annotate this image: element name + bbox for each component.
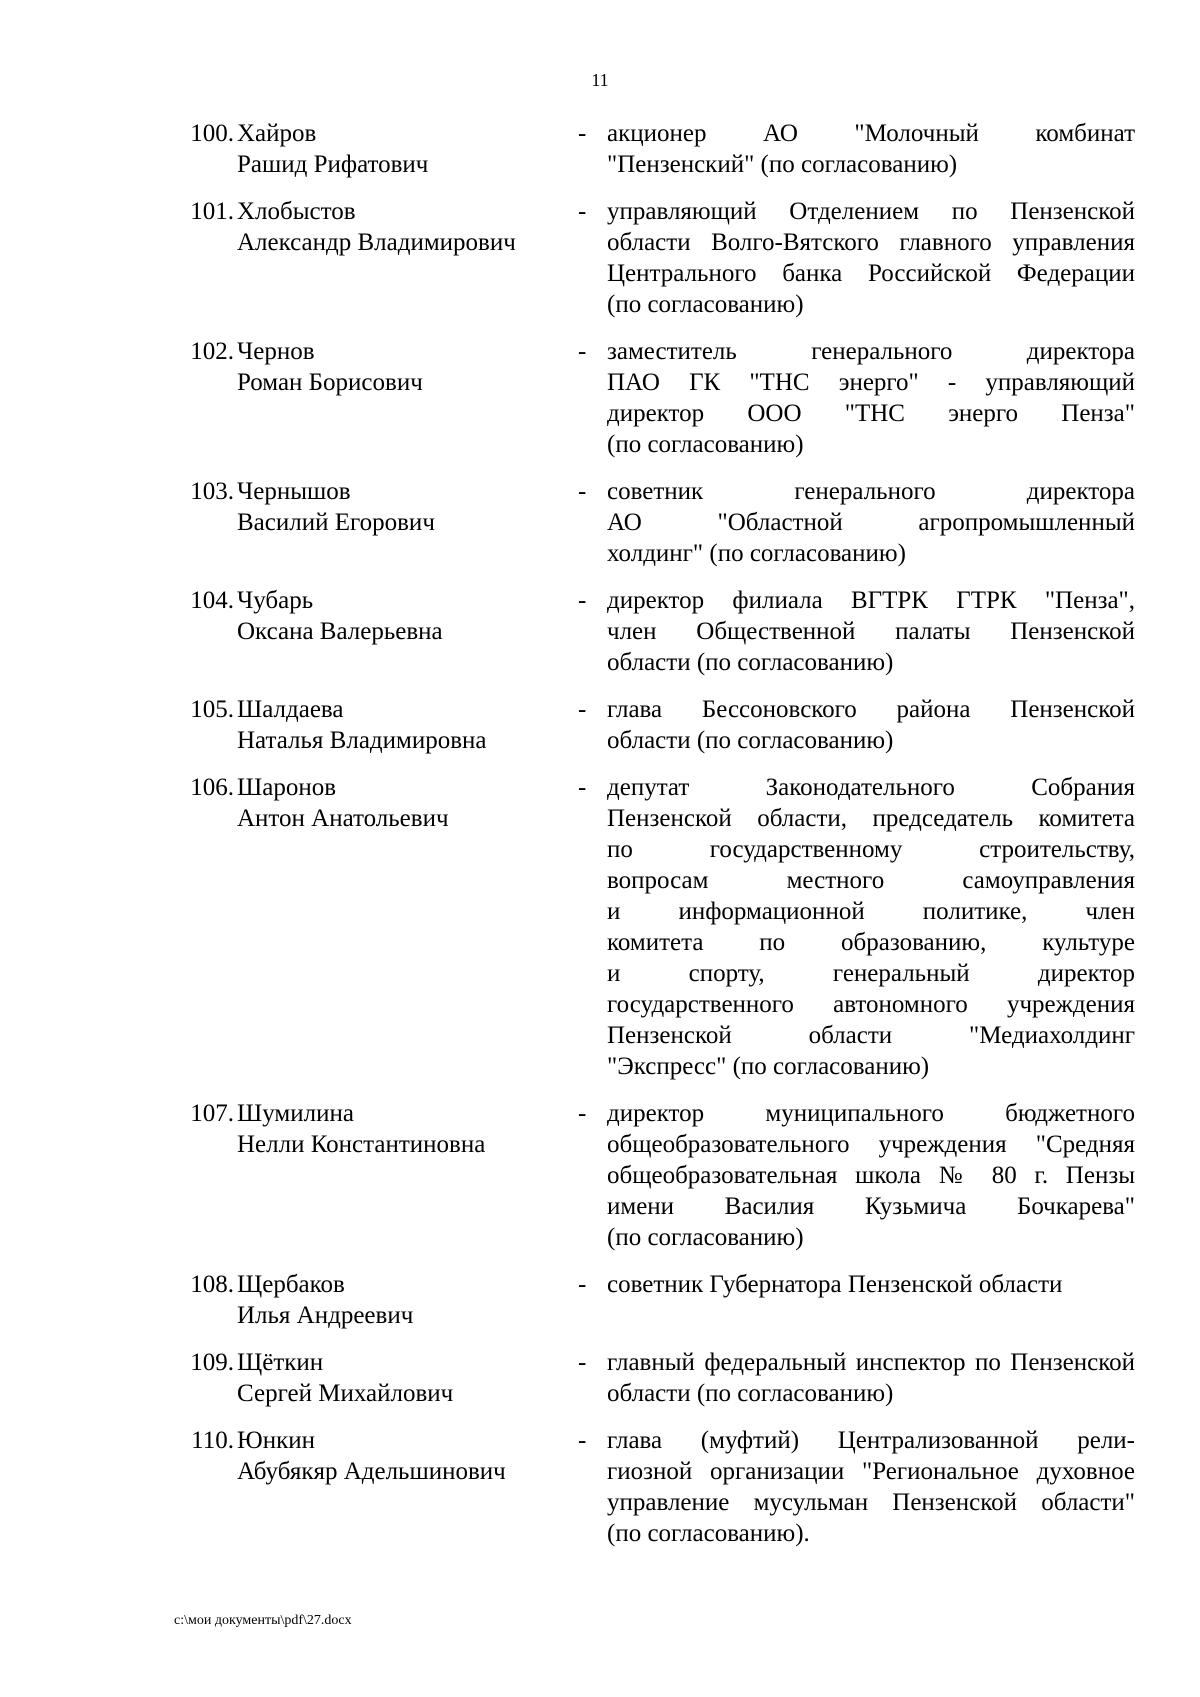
person-name [237,196,567,258]
list-entry [0,1425,1200,1549]
list-entry [0,196,1200,320]
description-line: директор филиала ВГТРК ГТРК "Пенза", [607,587,1135,614]
description-line: директор ООО "ТНС энерго Пенза" [607,400,1135,427]
description-line: (по согласованию). [607,1520,810,1547]
description-line: депутат Законодательного Собрания [607,774,1135,801]
separator-dash: - [578,338,587,365]
person-name [237,1347,567,1409]
position-description [607,1347,1135,1409]
given-names: Сергей Михайлович [237,1380,454,1407]
person-name [237,1098,567,1160]
given-names: Наталья Владимировна [237,727,487,754]
surname: Юнкин [237,1427,315,1454]
list-entry [0,585,1200,678]
position-description [607,1098,1135,1253]
entry-number: 104. [190,587,234,614]
given-names: Илья Андреевич [237,1302,414,1329]
position-description [607,196,1135,320]
position-description [607,772,1135,1082]
description-line: области (по согласованию) [607,727,894,754]
entry-number: 100. [190,120,234,147]
entry-number: 106. [190,774,234,801]
description-line: АО "Областной агропромышленный [607,509,1135,536]
separator-dash: - [578,1427,587,1454]
surname: Щёткин [237,1349,324,1376]
description-line: главный федеральный инспектор по Пензенской [607,1349,1135,1376]
position-description [607,1269,1135,1300]
list-entry [0,1269,1200,1331]
description-line: глава Бессоновского района Пензенской [607,696,1135,723]
description-line: и информационной политике, член [607,898,1135,925]
description-line: директор муниципального бюджетного [607,1100,1135,1127]
description-line: советник генерального директора [607,478,1135,505]
description-line: Центрального банка Российской Федерации [607,260,1135,287]
list-entry [0,336,1200,460]
entry-number: 103. [190,478,234,505]
description-line: ПАО ГК "ТНС энерго" - управляющий [607,369,1135,396]
list-entry [0,476,1200,569]
list-entry [0,1098,1200,1253]
description-line: Пензенской области, председатель комитета [607,805,1135,832]
description-line: гиозной организации "Региональное духовное [607,1458,1135,1485]
separator-dash: - [578,120,587,147]
description-line: советник Губернатора Пензенской области [607,1271,1063,1298]
description-line: холдинг" (по согласованию) [607,540,906,567]
description-line: имени Василия Кузьмича Бочкарева" [607,1193,1135,1220]
separator-dash: - [578,478,587,505]
person-name [237,1269,567,1331]
description-line: управление мусульман Пензенской области" [607,1489,1135,1516]
given-names: Антон Анатольевич [237,805,449,832]
description-line: области (по согласованию) [607,649,894,676]
entry-number: 107. [190,1100,234,1127]
given-names: Нелли Константиновна [237,1131,486,1158]
description-line: и спорту, генеральный директор [607,960,1135,987]
description-line: "Экспресс" (по согласованию) [607,1053,930,1080]
person-name [237,585,567,647]
surname: Хайров [237,120,317,147]
surname: Шумилина [237,1100,354,1127]
position-description [607,336,1135,460]
description-line: (по согласованию) [607,431,804,458]
given-names: Рашид Рифатович [237,151,429,178]
given-names: Оксана Валерьевна [237,618,443,645]
description-line: общеобразовательного учреждения "Средняя [607,1131,1135,1158]
surname: Шаронов [237,774,336,801]
separator-dash: - [578,774,587,801]
description-line: по государственному строительству, [607,836,1135,863]
surname: Чубарь [237,587,314,614]
person-name [237,772,567,834]
surname: Щербаков [237,1271,345,1298]
description-line: (по согласованию) [607,291,804,318]
description-line: "Пензенский" (по согласованию) [607,151,958,178]
given-names: Василий Егорович [237,509,435,536]
surname: Хлобыстов [237,198,356,225]
separator-dash: - [578,587,587,614]
separator-dash: - [578,1349,587,1376]
list-entry [0,694,1200,756]
description-line: комитета по образованию, культуре [607,929,1135,956]
entry-number: 109. [190,1349,234,1376]
entry-number: 101. [190,198,234,225]
page-number: 11 [591,70,609,90]
given-names: Абубякяр Адельшинович [237,1458,506,1485]
description-line: управляющий Отделением по Пензенской [607,198,1135,225]
separator-dash: - [578,1100,587,1127]
given-names: Роман Борисович [237,369,423,396]
description-line: заместитель генерального директора [607,338,1135,365]
surname: Чернов [237,338,315,365]
list-entry [0,1347,1200,1409]
description-line: глава (муфтий) Централизованной рели- [607,1427,1135,1454]
entry-number: 102. [190,338,234,365]
description-line: Пензенской области "Медиахолдинг [607,1022,1135,1049]
entry-number: 105. [190,696,234,723]
separator-dash: - [578,1271,587,1298]
entry-number: 110. [191,1427,234,1454]
position-description [607,694,1135,756]
position-description [607,476,1135,569]
position-description [607,585,1135,678]
description-line: области Волго-Вятского главного управления [607,229,1135,256]
surname: Чернышов [237,478,351,505]
entry-number: 108. [190,1271,234,1298]
description-line: вопросам местного самоуправления [607,867,1135,894]
description-line: акционер АО "Молочный комбинат [607,120,1135,147]
person-name [237,1425,567,1487]
description-line: общеобразовательная школа № 80 г. Пензы [607,1162,1135,1189]
description-line: член Общественной палаты Пензенской [607,618,1135,645]
person-name [237,694,567,756]
description-line: (по согласованию) [607,1224,804,1251]
separator-dash: - [578,198,587,225]
list-entry [0,118,1200,180]
member-list [0,118,1200,1565]
separator-dash: - [578,696,587,723]
person-name [237,336,567,398]
person-name [237,118,567,180]
position-description [607,1425,1135,1549]
position-description [607,118,1135,180]
person-name [237,476,567,538]
footer-file-path: c:\мои документы\pdf\27.docx [174,1613,352,1628]
list-entry [0,772,1200,1082]
description-line: государственного автономного учреждения [607,991,1135,1018]
surname: Шалдаева [237,696,344,723]
description-line: области (по согласованию) [607,1380,894,1407]
given-names: Александр Владимирович [237,229,516,256]
